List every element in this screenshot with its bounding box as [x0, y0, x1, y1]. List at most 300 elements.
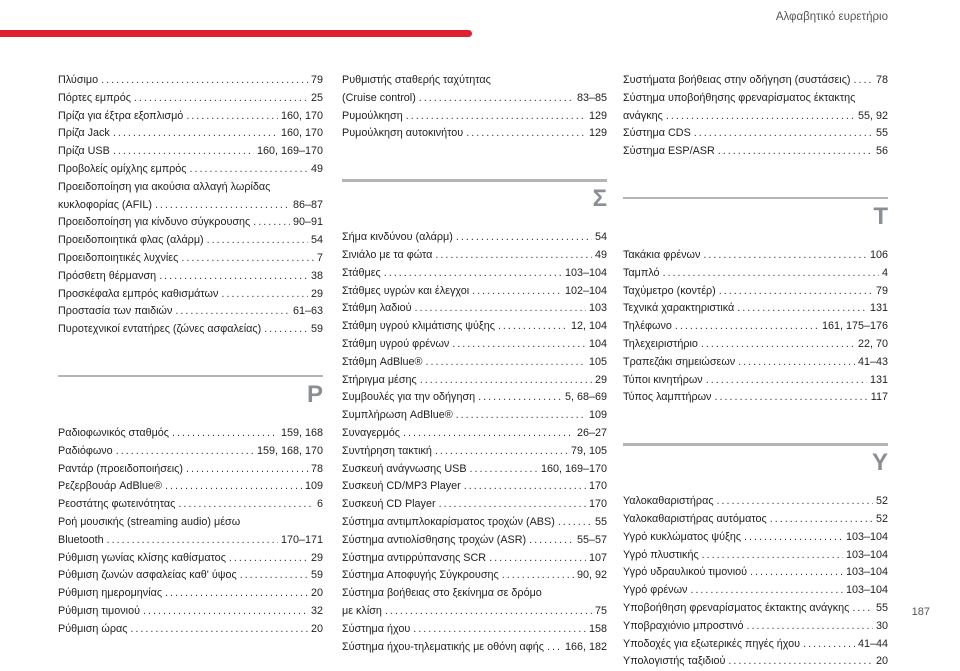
entry-pages: 25	[310, 91, 323, 104]
dot-leader	[718, 143, 873, 161]
entry-row	[342, 283, 607, 301]
dot-leader	[190, 161, 308, 179]
entry-row	[623, 247, 888, 265]
index-entry	[342, 621, 607, 639]
entry-row	[623, 636, 888, 654]
index-entry	[623, 653, 888, 671]
entry-pages: 75	[594, 604, 607, 617]
index-column-3	[623, 72, 888, 671]
dot-leader	[770, 511, 873, 529]
dot-leader	[143, 603, 308, 621]
entry-label: Τραπεζάκι σημειώσεων	[623, 355, 736, 368]
entry-label: Ρεοστάτης φωτεινότητας	[58, 498, 176, 511]
index-entry	[623, 125, 888, 143]
dot-leader	[663, 265, 879, 283]
entry-row	[623, 493, 888, 511]
entry-row	[623, 108, 888, 126]
index-entry	[623, 90, 888, 126]
section-divider	[342, 179, 607, 182]
section-letter: Υ	[871, 449, 888, 477]
index-entry	[58, 478, 323, 496]
entry-pages: 170–171	[280, 533, 323, 546]
entry-label: Πρίζα για έξτρα εξοπλισμό	[58, 109, 184, 122]
entry-row	[623, 511, 888, 529]
entry-pages: 20	[310, 622, 323, 635]
index-entry	[342, 478, 607, 496]
entry-row	[58, 496, 323, 514]
entry-pages: 32	[310, 604, 323, 617]
dot-leader	[240, 567, 308, 585]
dot-leader	[420, 372, 592, 390]
entry-row	[342, 514, 607, 532]
dot-leader	[706, 372, 867, 390]
entry-label: Ρυμούλκηση	[342, 109, 403, 122]
entry-row	[58, 603, 323, 621]
index-entry	[58, 585, 323, 603]
section-letter: Ρ	[306, 380, 323, 408]
dot-leader	[415, 300, 586, 318]
index-entry	[623, 318, 888, 336]
entry-pages: 103–104	[845, 530, 888, 543]
index-entry	[58, 567, 323, 585]
entry-label: ανάγκης	[623, 109, 663, 122]
dot-leader	[413, 621, 586, 639]
index-entry	[58, 496, 323, 514]
dot-leader	[426, 354, 586, 372]
index-entry	[623, 564, 888, 582]
entry-pages: 55	[875, 601, 888, 614]
index-entry	[58, 321, 323, 339]
index-entry	[342, 265, 607, 283]
section-header	[623, 425, 888, 481]
index-entry	[342, 354, 607, 372]
entry-pages: 160, 170	[280, 127, 323, 140]
index-entry	[342, 389, 607, 407]
entry-row	[623, 125, 888, 143]
entry-row	[623, 618, 888, 636]
index-entry	[58, 443, 323, 461]
index-entry	[342, 72, 607, 108]
entry-row	[342, 336, 607, 354]
entry-pages: 129	[588, 127, 607, 140]
entry-row	[623, 265, 888, 283]
index-entry	[623, 636, 888, 654]
entry-row	[342, 496, 607, 514]
entry-label: Ρύθμιση ημερομηνίας	[58, 587, 163, 600]
index-entry	[58, 286, 323, 304]
entry-row	[623, 300, 888, 318]
entry-pages: 86–87	[292, 198, 323, 211]
entry-label: Στάθμη υγρού κλιμάτισης ψύξης	[342, 320, 495, 333]
entry-row	[342, 550, 607, 568]
entry-label: Σύστημα ήχου	[342, 622, 411, 635]
section-header	[623, 179, 888, 235]
index-entry	[623, 618, 888, 636]
dot-leader	[435, 443, 568, 461]
entry-row	[623, 600, 888, 618]
entry-label: Πόρτες εμπρός	[58, 91, 131, 104]
index-entry	[342, 300, 607, 318]
entry-pages: 131	[869, 373, 888, 386]
entry-label: Υπολογιστής ταξιδιού	[623, 655, 726, 668]
entry-row	[623, 318, 888, 336]
entry-label: Τύποι κινητήρων	[623, 373, 703, 386]
dot-leader	[181, 250, 314, 268]
dot-leader	[134, 90, 308, 108]
entry-pages: 22, 70	[857, 337, 888, 350]
entry-pages: 131	[869, 302, 888, 315]
entry-pages: 160, 170	[280, 109, 323, 122]
dot-leader	[165, 585, 308, 603]
dot-leader	[464, 478, 586, 496]
entry-label: Υγρό κυκλώματος ψύξης	[623, 530, 742, 543]
dot-leader	[472, 283, 562, 301]
entry-label: Συναγερμός	[342, 426, 401, 439]
index-entry	[623, 336, 888, 354]
entry-row	[58, 90, 323, 108]
entry-label: Προειδοποίηση για κίνδυνο σύγκρουσης	[58, 216, 251, 229]
entry-pages: 90, 92	[576, 569, 607, 582]
entry-label: Ρύθμιση τιμονιού	[58, 604, 140, 617]
entry-label: Υγρό υδραυλικού τιμονιού	[623, 566, 748, 579]
dot-leader	[737, 300, 867, 318]
entry-pages: 109	[588, 409, 607, 422]
index-entry	[623, 143, 888, 161]
entry-pages: 59	[310, 323, 323, 336]
dot-leader	[155, 197, 290, 215]
dot-leader	[852, 600, 873, 618]
index-entry	[58, 143, 323, 161]
index-entry	[58, 425, 323, 443]
index-entry	[623, 582, 888, 600]
entry-label: Σύστημα Αποφυγής Σύγκρουσης	[342, 569, 499, 582]
index-entry	[623, 511, 888, 529]
dot-leader	[744, 529, 843, 547]
section-letter: Τ	[873, 202, 888, 230]
entry-pages: 49	[594, 248, 607, 261]
entry-pages: 103–104	[845, 566, 888, 579]
index-entry	[623, 600, 888, 618]
entry-pages: 104	[588, 337, 607, 350]
dot-leader	[694, 125, 873, 143]
dot-leader	[419, 90, 574, 108]
dot-leader	[701, 336, 855, 354]
entry-pages: 103	[588, 302, 607, 315]
header-accent-bar	[0, 30, 472, 37]
entry-label: Συσκευή CD/MP3 Player	[342, 480, 461, 493]
dot-leader	[456, 407, 586, 425]
entry-pages: 160, 169–170	[540, 462, 607, 475]
entry-label-line: Προειδοποίηση για ακούσια αλλαγή λωρίδας	[58, 180, 271, 193]
dot-leader	[439, 496, 586, 514]
index-entry	[623, 389, 888, 407]
section-divider	[623, 197, 888, 200]
index-entry	[623, 283, 888, 301]
dot-leader	[172, 425, 278, 443]
dot-leader	[113, 143, 254, 161]
index-entry	[58, 90, 323, 108]
dot-leader	[452, 336, 586, 354]
dot-leader	[529, 532, 574, 550]
entry-pages: 38	[310, 269, 323, 282]
dot-leader	[547, 639, 562, 657]
dot-leader	[803, 636, 855, 654]
index-entry	[342, 318, 607, 336]
dot-leader	[456, 229, 592, 247]
entry-pages: 78	[310, 462, 323, 475]
entry-pages: 41–43	[857, 355, 888, 368]
dot-leader	[186, 108, 278, 126]
entry-label: Στάθμη υγρού φρένων	[342, 337, 450, 350]
entry-label: Συσκευή CD Player	[342, 498, 436, 511]
index-entry	[342, 108, 607, 126]
entry-label: Υαλοκαθαριστήρας	[623, 495, 714, 508]
entry-row	[58, 585, 323, 603]
entry-pages: 6	[316, 498, 323, 511]
index-entry	[342, 247, 607, 265]
entry-row	[58, 443, 323, 461]
index-entry	[342, 496, 607, 514]
index-entry	[58, 179, 323, 215]
dot-leader	[385, 603, 592, 621]
entry-pages: 170	[588, 480, 607, 493]
entry-label: Υποβοήθηση φρεναρίσματος έκτακτης ανάγκης	[623, 601, 850, 614]
entry-row	[342, 425, 607, 443]
dot-leader	[489, 550, 586, 568]
entry-label: κυκλοφορίας (AFIL)	[58, 198, 152, 211]
entry-label: Τακάκια φρένων	[623, 248, 701, 261]
entry-pages: 117	[870, 391, 888, 404]
entry-pages: 129	[588, 109, 607, 122]
index-column-1	[58, 72, 323, 639]
entry-label: Ρεζερβουάρ AdBlue®	[58, 480, 163, 493]
entry-label: Υγρό πλυστικής	[623, 548, 699, 561]
entry-label: Συστήματα βοήθειας στην οδήγηση (συστάσεις)	[623, 74, 851, 86]
entry-label: Σύστημα ESP/ASR	[623, 145, 715, 158]
entry-row	[58, 72, 323, 90]
dot-leader	[714, 389, 867, 407]
entry-row	[342, 372, 607, 390]
entry-row	[342, 300, 607, 318]
entry-pages: 41–44	[857, 637, 888, 650]
entry-label: Ρυμούλκηση αυτοκινήτου	[342, 127, 464, 140]
dot-leader	[264, 321, 308, 339]
entry-row	[342, 407, 607, 425]
entry-label: Προσκέφαλα εμπρός καθισμάτων	[58, 287, 219, 300]
entry-row	[58, 197, 323, 215]
entry-row	[342, 247, 607, 265]
entry-pages: 103–104	[845, 548, 888, 561]
entry-row	[58, 425, 323, 443]
entry-pages: 29	[310, 287, 323, 300]
section-header	[58, 357, 323, 413]
entry-pages: 161, 175–176	[821, 320, 888, 333]
dot-leader	[470, 461, 538, 479]
entry-pages: 159, 168	[280, 426, 323, 439]
index-entry	[342, 372, 607, 390]
index-entry	[623, 372, 888, 390]
entry-pages: 102–104	[564, 284, 607, 297]
index-entry	[342, 283, 607, 301]
entry-pages: 106	[869, 248, 888, 261]
entry-pages: 160, 169–170	[256, 145, 323, 158]
dot-leader	[165, 478, 302, 496]
entry-row	[623, 336, 888, 354]
entry-label: Σήμα κινδύνου (αλάρμ)	[342, 231, 453, 244]
dot-leader	[675, 318, 819, 336]
entry-pages: 55–57	[576, 533, 607, 546]
entry-pages: 55	[875, 127, 888, 140]
entry-row	[58, 321, 323, 339]
entry-pages: 78	[875, 74, 888, 86]
entry-row	[58, 268, 323, 286]
entry-label: Ταμπλό	[623, 266, 660, 279]
dot-leader	[107, 532, 278, 550]
entry-label: Στήριγμα μέσης	[342, 373, 417, 386]
entry-row	[342, 621, 607, 639]
entry-pages: 90–91	[292, 216, 323, 229]
index-entry	[342, 567, 607, 585]
index-entry	[623, 72, 888, 90]
dot-leader	[175, 303, 290, 321]
entry-pages: 79	[310, 74, 323, 86]
entry-label: Σινιάλο με τα φώτα	[342, 248, 433, 261]
entry-label: Πυροτεχνικοί εντατήρες (ζώνες ασφαλείας)	[58, 323, 262, 336]
entry-label: Στάθμες υγρών και έλεγχοι	[342, 284, 470, 297]
entry-label: Προβολείς ομίχλης εμπρός	[58, 162, 187, 175]
entry-row	[58, 232, 323, 250]
dot-leader	[116, 443, 254, 461]
dot-leader	[113, 125, 278, 143]
entry-row	[342, 532, 607, 550]
index-entry	[342, 443, 607, 461]
index-entry	[342, 125, 607, 143]
index-entry	[58, 461, 323, 479]
entry-label: Πλύσιμο	[58, 74, 99, 86]
dot-leader	[178, 496, 314, 514]
index-entry	[623, 547, 888, 565]
entry-pages: 54	[310, 234, 323, 247]
entry-label: Πρόσθετη θέρμανση	[58, 269, 157, 282]
entry-label: Προειδοποιητικές λυχνίες	[58, 251, 179, 264]
entry-row	[623, 582, 888, 600]
entry-label: Πρίζα USB	[58, 145, 110, 158]
entry-pages: 29	[310, 551, 323, 564]
dot-leader	[384, 265, 562, 283]
entry-pages: 103–104	[564, 266, 607, 279]
entry-row	[623, 283, 888, 301]
entry-label: Τηλέφωνο	[623, 320, 672, 333]
index-entry	[58, 550, 323, 568]
entry-row	[58, 550, 323, 568]
entry-row	[342, 90, 607, 108]
entry-row	[623, 564, 888, 582]
index-entry	[623, 265, 888, 283]
index-entry	[58, 621, 323, 639]
entry-row	[623, 529, 888, 547]
entry-row	[342, 354, 607, 372]
entry-row	[58, 567, 323, 585]
entry-label: Σύστημα CDS	[623, 127, 691, 140]
dot-leader	[406, 108, 586, 126]
entry-pages: 7	[316, 251, 323, 264]
page-number: 187	[911, 606, 930, 618]
entry-label: Προστασία των παιδιών	[58, 305, 173, 318]
entry-label-line: Ρυθμιστής σταθερής ταχύτητας	[342, 74, 491, 86]
entry-row	[58, 478, 323, 496]
entry-row	[623, 389, 888, 407]
index-entry	[342, 550, 607, 568]
dot-leader	[703, 247, 867, 265]
entry-pages: 55	[594, 515, 607, 528]
section-letter: Σ	[592, 185, 607, 213]
entry-row	[342, 389, 607, 407]
dot-leader	[159, 268, 308, 286]
index-entry	[342, 461, 607, 479]
dot-leader	[101, 72, 308, 90]
entry-row	[342, 229, 607, 247]
entry-pages: 20	[310, 587, 323, 600]
entry-pages: 105	[588, 355, 607, 368]
index-entry	[58, 161, 323, 179]
entry-pages: 79, 105	[570, 444, 607, 457]
entry-pages: 59	[310, 569, 323, 582]
index-entry	[58, 72, 323, 90]
index-entry	[623, 529, 888, 547]
entry-label: Ρύθμιση ώρας	[58, 622, 128, 635]
entry-label: Ρύθμιση γωνίας κλίσης καθίσματος	[58, 551, 226, 564]
dot-leader	[738, 354, 855, 372]
entry-label: Σύστημα αντιμπλοκαρίσματος τροχών (ABS)	[342, 515, 555, 528]
entry-pages: 52	[875, 512, 888, 525]
index-entry	[342, 425, 607, 443]
index-entry	[623, 300, 888, 318]
entry-label: Υγρό φρένων	[623, 584, 688, 597]
entry-label-line: Σύστημα βοήθειας στο ξεκίνημα σε δρόμο	[342, 587, 542, 600]
dot-leader	[854, 72, 873, 90]
index-entry	[58, 108, 323, 126]
index-entry	[58, 214, 323, 232]
dot-leader	[435, 247, 592, 265]
dot-leader	[221, 286, 308, 304]
dot-leader	[207, 232, 308, 250]
index-entry	[58, 514, 323, 550]
entry-row	[58, 461, 323, 479]
entry-row	[58, 303, 323, 321]
entry-row	[342, 125, 607, 143]
entry-label: Στάθμη AdBlue®	[342, 355, 423, 368]
entry-label: Σύστημα αντιολίσθησης τροχών (ASR)	[342, 533, 527, 546]
entry-label: Ραδιόφωνο	[58, 444, 113, 457]
entry-label: Bluetooth	[58, 533, 104, 546]
index-entry	[58, 232, 323, 250]
index-entry	[58, 303, 323, 321]
entry-label: (Cruise control)	[342, 91, 416, 104]
entry-row	[623, 354, 888, 372]
entry-label: με κλίση	[342, 604, 382, 617]
dot-leader	[498, 318, 568, 336]
dot-leader	[717, 493, 873, 511]
index-entry	[342, 336, 607, 354]
entry-label: Τύπος λαμπτήρων	[623, 391, 712, 404]
dot-leader	[253, 214, 290, 232]
entry-row	[342, 443, 607, 461]
entry-pages: 26–27	[576, 426, 607, 439]
dot-leader	[747, 618, 873, 636]
entry-row	[58, 621, 323, 639]
index-entry	[58, 603, 323, 621]
entry-pages: 83–85	[576, 91, 607, 104]
